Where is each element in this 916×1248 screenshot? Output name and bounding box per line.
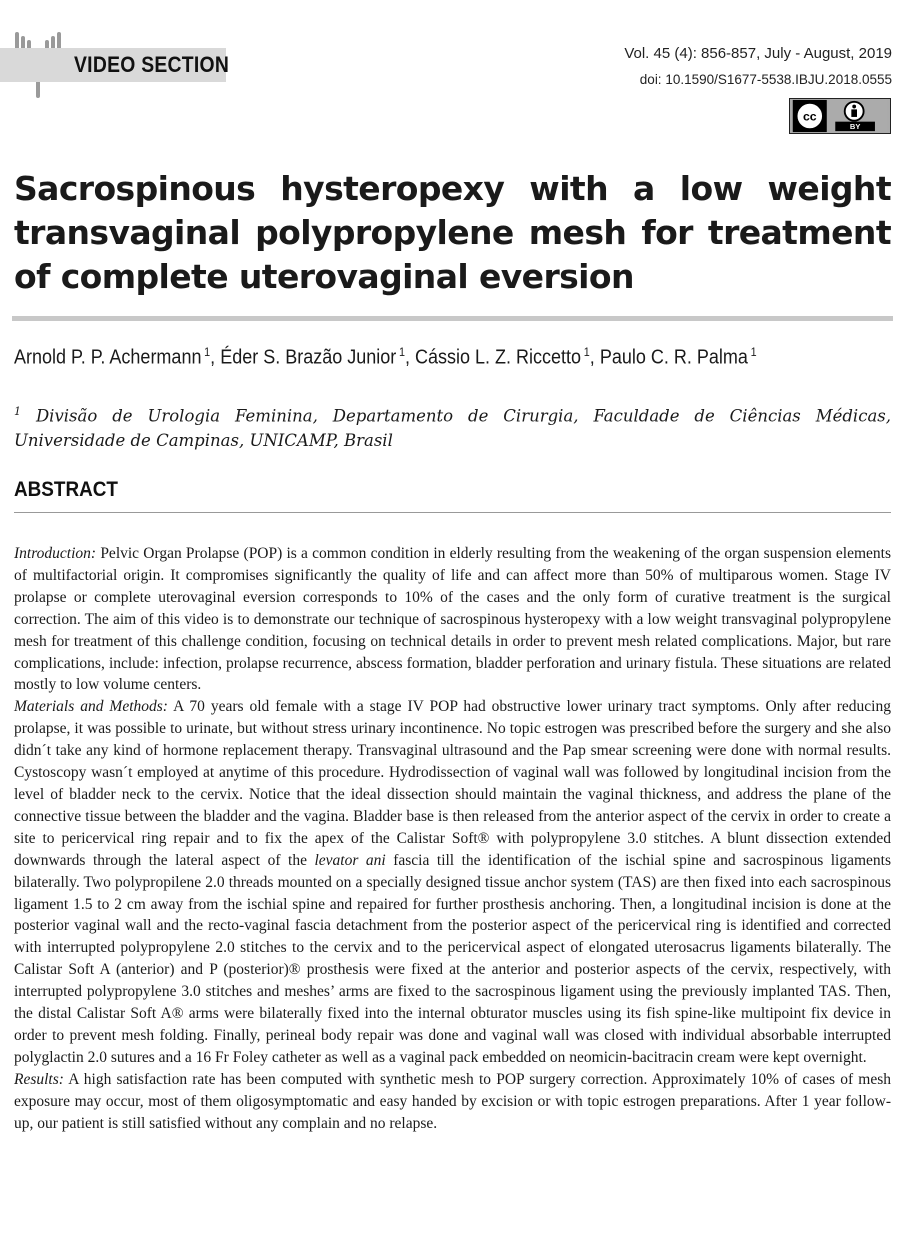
- abstract-body: [14, 543, 891, 1134]
- abstract-heading: ABSTRACT: [14, 478, 118, 501]
- author-affiliation-mark: 1: [204, 345, 211, 359]
- title-divider: [12, 316, 893, 321]
- author-name: Arnold P. P. Achermann: [14, 346, 202, 369]
- abstract-methods: [14, 696, 891, 1068]
- author-affiliation-mark: 1: [583, 345, 590, 359]
- results-text: A high satisfaction rate has been computed with synthetic mesh to POP surgery correction. Approximately 10% of cases of mesh exposure may occur, most of them oligosymptomatic and easy handed by excision or with topic estrogen preparations. After 1 year follow-up, our patient is still satisfied without any complain and no relapse.: [14, 1070, 891, 1132]
- affiliation: [14, 400, 891, 453]
- author-affiliation-mark: 1: [398, 345, 406, 359]
- results-label: Results:: [14, 1070, 64, 1088]
- author-name: Paulo C. R. Palma: [599, 346, 748, 369]
- abstract-divider: [14, 512, 891, 513]
- abstract-results: [14, 1069, 891, 1135]
- license-badge-label: BY: [849, 122, 861, 132]
- author-name: Cássio L. Z. Riccetto: [415, 346, 582, 369]
- author-affiliation-mark: 1: [750, 345, 757, 359]
- svg-text:cc: cc: [802, 109, 817, 124]
- author-list: [14, 345, 757, 370]
- author-separator: ,: [210, 346, 221, 369]
- methods-text-1: A 70 years old female with a stage IV POP had obstructive lower urinary tract symptoms. Only after reducing prolapse, it was possible to urinate, but without stress urinary incontinence. No topic estrogen was prescribed before the surgery and she also didn´t take any kind of hormone replacement therapy. Transvaginal ultrasound and the Pap smear screening were done with normal results. Cystoscopy wasn´t employed at anytime of this procedure. Hydrodissection of vaginal wall was followed by longitudinal incision from the level of bladder neck to the cervix. Notice that the ideal dissection should maintain the vaginal thickness, and address the plane of the connective tissue between the bladder and the vagina. Bladder base is then released from the anterior aspect of the cervix in order to create a site to pericervical ring repair and to fix the apex of the Calistar Soft® with polypropylene 3.0 stitches. A blunt dissection extended downwards through the lateral aspect of the: [14, 698, 891, 869]
- methods-italic-term: levator ani: [314, 851, 386, 869]
- doi-link[interactable]: doi: 10.1590/S1677-5538.IBJU.2018.0555: [639, 72, 892, 87]
- article-title: Sacrospinous hysteropexy with a low weight transvaginal polypropylene mesh for treatment of complete uterovaginal eversion: [14, 169, 891, 296]
- section-label: VIDEO SECTION: [74, 52, 230, 77]
- intro-text: Pelvic Organ Prolapse (POP) is a common condition in elderly resulting from the weakening of the organ suspension elements of multifactorial origin. It compromises significantly the quality of life and can affect more than 50% of multiparous women. Stage IV prolapse or complete uterovaginal eversion corresponds to 10% of the cases and the only form of curative treatment is the surgical correction. The aim of this video is to demonstrate our technique of sacrospinous hysteropexy with a low weight transvaginal polypropylene mesh for treatment of this challenge condition, focusing on technical details in order to prevent mesh related complications. Major, but rare complications, include: infection, prolapse recurrence, abscess formation, bladder perforation and urinary fistula. These situations are related mostly to low volume centers.: [14, 545, 891, 694]
- author-name: Éder S. Brazão Junior: [220, 346, 397, 369]
- author-separator: ,: [589, 346, 600, 369]
- author-separator: ,: [405, 346, 416, 369]
- affiliation-mark: 1: [14, 405, 21, 418]
- issue-info: Vol. 45 (4): 856-857, July - August, 2019: [624, 45, 892, 62]
- abstract-introduction: [14, 543, 891, 696]
- intro-label: Introduction:: [14, 545, 97, 562]
- methods-text-2: fascia till the identification of the ischial spine and sacrospinous ligaments bilaterally. Two polypropilene 2.0 threads mounted on a specially designed tissue anchor system (TAS) are then fixed into each sacrospinous ligament 1.5 to 2 cm away from the ischial spine and repaired for further prosthesis anchoring. Then, a longitudinal incision is done at the posterior vaginal wall and the recto-vaginal fascia detachment from the posterior aspect of the pericervical ring is identified and corrected with interrupted polypropylene 2.0 stitches to the cervix and to the pericervical aspect of elongated uterosacrus ligaments bilaterally. The Calistar Soft A (anterior) and P (posterior)® prosthesis were fixed at the anterior and posterior aspects of the cervix, respectively, with interrupted polypropylene 3.0 stitches and meshes’ arms are fixed to the sacrospinous ligament using the previously implanted TAS. Then, the distal Calistar Soft A® arms were bilaterally fixed into the internal obturator muscles using its fish spine-like multipoint fix device in order to prevent mesh folding. Finally, perineal body repair was done and vaginal wall was closed with individual absorbable interrupted polyglactin 2.0 sutures and a 16 Fr Foley catheter as well as a vaginal pack embedded on neomicin-bacitracin cream were kept overnight.: [14, 851, 892, 1066]
- methods-label: Materials and Methods:: [14, 698, 168, 716]
- cc-license-badge[interactable]: [789, 98, 891, 134]
- affiliation-text: Divisão de Urologia Feminina, Departamento de Cirurgia, Faculdade de Ciências Médicas, Universidade de Campinas, UNICAMP, Brasil: [14, 406, 891, 450]
